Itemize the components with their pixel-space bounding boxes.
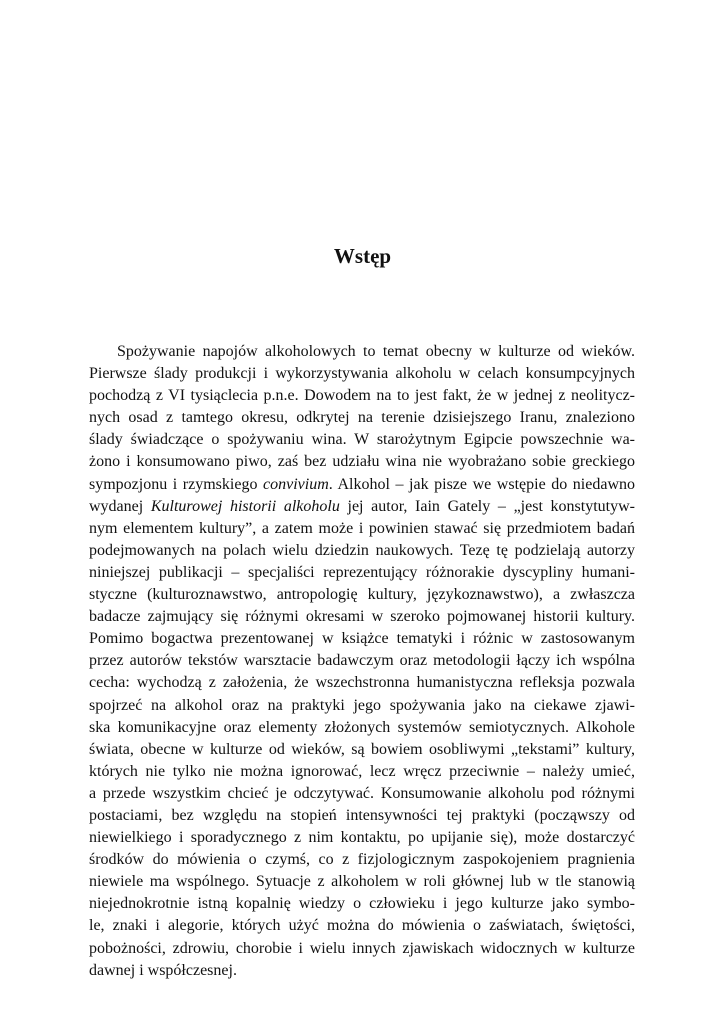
text-line: Pomimo bogactwa prezentowanej w książce tematyki i różnic w zastosowanym	[89, 630, 635, 648]
text-line: świata, obecne w kulturze od wieków, są bowiem osobliwymi „tekstami” kultury,	[89, 740, 635, 758]
text-line: spojrzeć na alkohol oraz na praktyki jego spożywania jako na ciekawe zjawi-	[89, 696, 635, 714]
text-line: podejmowanych na polach wielu dziedzin naukowych. Tezę tę podzielają autorzy	[89, 541, 635, 559]
text-line: wydanej Kulturowej historii alkoholu jej autor, Iain Gately – „jest konstytutyw-	[89, 497, 635, 515]
text-line: ślady świadczące o spożywaniu wina. W starożytnym Egipcie powszechnie wa-	[89, 431, 635, 449]
text-line: styczne (kulturoznawstwo, antropologię kultury, językoznawstwo), a zwłaszcza	[89, 586, 635, 604]
page-title: Wstęp	[333, 244, 392, 268]
text-line: pobożności, zdrowiu, chorobie i wielu innych zjawiskach widocznych w kulturze	[89, 939, 635, 957]
text-line: postaciami, bez względu na stopień intensywności tej praktyki (począwszy od	[89, 806, 635, 824]
text-line: nym elementem kultury”, a zatem może i powinien stawać się przedmiotem badań	[89, 519, 635, 537]
body-paragraph	[89, 341, 635, 982]
text-line: niejednokrotnie istną kopalnię wiedzy o człowieku i jego kulturze jako symbo-	[89, 895, 635, 913]
text-line: cecha: wychodzą z założenia, że wszechstronna humanistyczna refleksja pozwala	[89, 674, 635, 692]
text-line: le, znaki i alegorie, których użyć można do mówienia o zaświatach, świętości,	[89, 917, 635, 935]
text-line: niewiele ma wspólnego. Sytuacje z alkoholem w roli głównej lub w tle stanowią	[89, 873, 635, 891]
text-line: niewielkiego i sporadycznego z nim kontaktu, po upijanie się), może dostarczyć	[89, 829, 635, 847]
text-line: Spożywanie napojów alkoholowych to temat obecny w kulturze od wieków.	[117, 343, 635, 360]
text-line: Pierwsze ślady produkcji i wykorzystywania alkoholu w celach konsumpcyjnych	[89, 365, 635, 383]
text-line: badacze zajmujący się różnymi okresami w szeroko pojmowanej historii kultury.	[89, 608, 635, 626]
text-line: a przede wszystkim chcieć je odczytywać. Konsumowanie alkoholu pod różnymi	[89, 784, 635, 802]
text-line: pochodzą z VI tysiąclecia p.n.e. Dowodem na to jest fakt, że w jednej z neolitycz-	[89, 387, 635, 405]
text-line: niniejszej publikacji – specjaliści reprezentujący różnorakie dyscypliny humani-	[89, 563, 635, 581]
text-line: dawnej i współczesnej.	[89, 961, 237, 979]
italic-term: convivium	[263, 475, 329, 493]
text-line: środków do mówienia o czymś, co z fizjologicznym zaspokojeniem pragnienia	[89, 851, 635, 869]
text-line: nych osad z tamtego okresu, odkrytej na terenie dzisiejszego Iranu, znaleziono	[89, 409, 635, 427]
italic-title: Kulturowej historii alkoholu	[150, 497, 340, 515]
text-line: żono i konsumowano piwo, zaś bez udziału wina nie wyobrażano sobie greckiego	[89, 453, 635, 471]
text-line: których nie tylko nie można ignorować, lecz wręcz przeciwnie – należy umieć,	[89, 762, 635, 780]
text-line: przez autorów tekstów warsztacie badawczym oraz metodologii łączy ich wspólna	[89, 652, 635, 670]
text-line: ska komunikacyjne oraz elementy złożonych systemów semiotycznych. Alkohole	[89, 718, 635, 736]
text-line: sympozjonu i rzymskiego convivium. Alkohol – jak pisze we wstępie do niedawno	[89, 475, 635, 493]
